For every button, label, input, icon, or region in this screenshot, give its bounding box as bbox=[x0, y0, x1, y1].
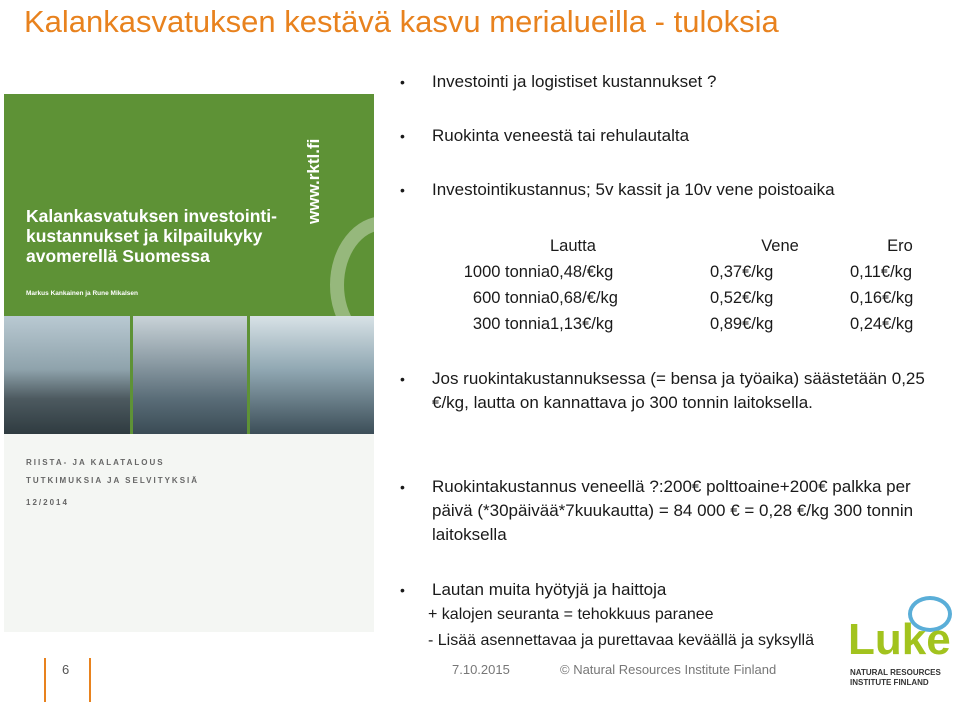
luke-logo bbox=[848, 596, 951, 700]
bullet-feeding: • Ruokinta veneestä tai rehulautalta bbox=[432, 124, 689, 148]
table-row-label: 1000 tonnia bbox=[463, 262, 550, 281]
page-number: 6 bbox=[62, 662, 70, 677]
table-cell: 0,37€/kg bbox=[710, 262, 774, 281]
logo-text-line1: NATURAL RESOURCES bbox=[850, 668, 941, 677]
cost-comparison-table bbox=[400, 233, 950, 337]
report-cover-image bbox=[4, 94, 374, 632]
slide-title: Kalankasvatuksen kestävä kasvu merialueilla - tuloksia bbox=[24, 4, 779, 39]
footer-divider-left bbox=[44, 658, 46, 702]
table-header-cell bbox=[400, 233, 550, 259]
cover-photo-net-pen bbox=[250, 316, 374, 434]
cover-series-number: 12/2014 bbox=[26, 498, 69, 507]
bullet-investment: • Investointi ja logistiset kustannukset ? bbox=[432, 70, 716, 94]
table-cell: 1,13€/kg bbox=[550, 314, 614, 333]
table-header-cell: Lautta bbox=[550, 236, 596, 255]
bullet-investment-cost: • Investointikustannus; 5v kassit ja 10v vene poistoaika bbox=[432, 178, 835, 202]
table-header-cell: Ero bbox=[887, 236, 913, 255]
table-cell: 0,89€/kg bbox=[710, 314, 774, 333]
table-row bbox=[400, 311, 950, 337]
cover-title: Kalankasvatuksen investointi-kustannukset ja kilpailukyky avomerellä Suomessa bbox=[26, 206, 277, 266]
logo-text-line2: INSTITUTE FINLAND bbox=[850, 678, 929, 687]
cover-photo-feed-barge bbox=[4, 316, 130, 434]
logo-wordmark: Luke bbox=[848, 615, 951, 664]
cover-photo-strip bbox=[4, 316, 374, 434]
bullet-boat-feeding-cost: • Ruokintakustannus veneellä ?:200€ polttoaine+200€ palkka per päivä (*30päivää*7kuukautta) = 84 000 € = 0,28 €/kg 300 tonnin laitoksella bbox=[432, 475, 952, 547]
table-cell: 0,48/€kg bbox=[550, 262, 614, 281]
cover-url: www.rktl.fi bbox=[304, 138, 323, 224]
footer-divider-right bbox=[89, 658, 91, 702]
cover-series-line2: TUTKIMUKSIA JA SELVITYKSIÄ bbox=[26, 476, 200, 485]
cover-authors: Markus Kankainen ja Rune Mikalsen bbox=[26, 290, 138, 297]
bullet-pros-cons: • Lautan muita hyötyjä ja haittoja bbox=[432, 578, 666, 602]
table-cell: 0,52€/kg bbox=[710, 288, 774, 307]
table-header-row bbox=[400, 233, 950, 259]
cover-series-line1: RIISTA- JA KALATALOUS bbox=[26, 458, 165, 467]
cover-photo-waves bbox=[133, 316, 247, 434]
table-cell: 0,16€/kg bbox=[850, 288, 914, 307]
table-cell: 0,68/€/kg bbox=[550, 288, 618, 307]
sub-point-benefit: + kalojen seuranta = tehokkuus paranee bbox=[428, 606, 714, 623]
table-cell: 0,24€/kg bbox=[850, 314, 914, 333]
table-header-cell: Vene bbox=[761, 236, 799, 255]
cover-series-box bbox=[4, 434, 374, 632]
table-row bbox=[400, 259, 950, 285]
bullet-savings: • Jos ruokintakustannuksessa (= bensa ja työaika) säästetään 0,25 €/kg, lautta on kannattava jo 300 tonnin laitoksella. bbox=[432, 367, 952, 415]
table-row-label: 600 tonnia bbox=[472, 288, 550, 307]
table-row-label: 300 tonnia bbox=[472, 314, 550, 333]
sub-point-drawback: - Lisää asennettavaa ja purettavaa keväällä ja syksyllä bbox=[428, 632, 814, 649]
table-cell: 0,11€/kg bbox=[850, 262, 913, 281]
footer-copyright: © Natural Resources Institute Finland bbox=[560, 662, 777, 677]
footer-date: 7.10.2015 bbox=[452, 662, 510, 677]
table-row bbox=[400, 285, 950, 311]
